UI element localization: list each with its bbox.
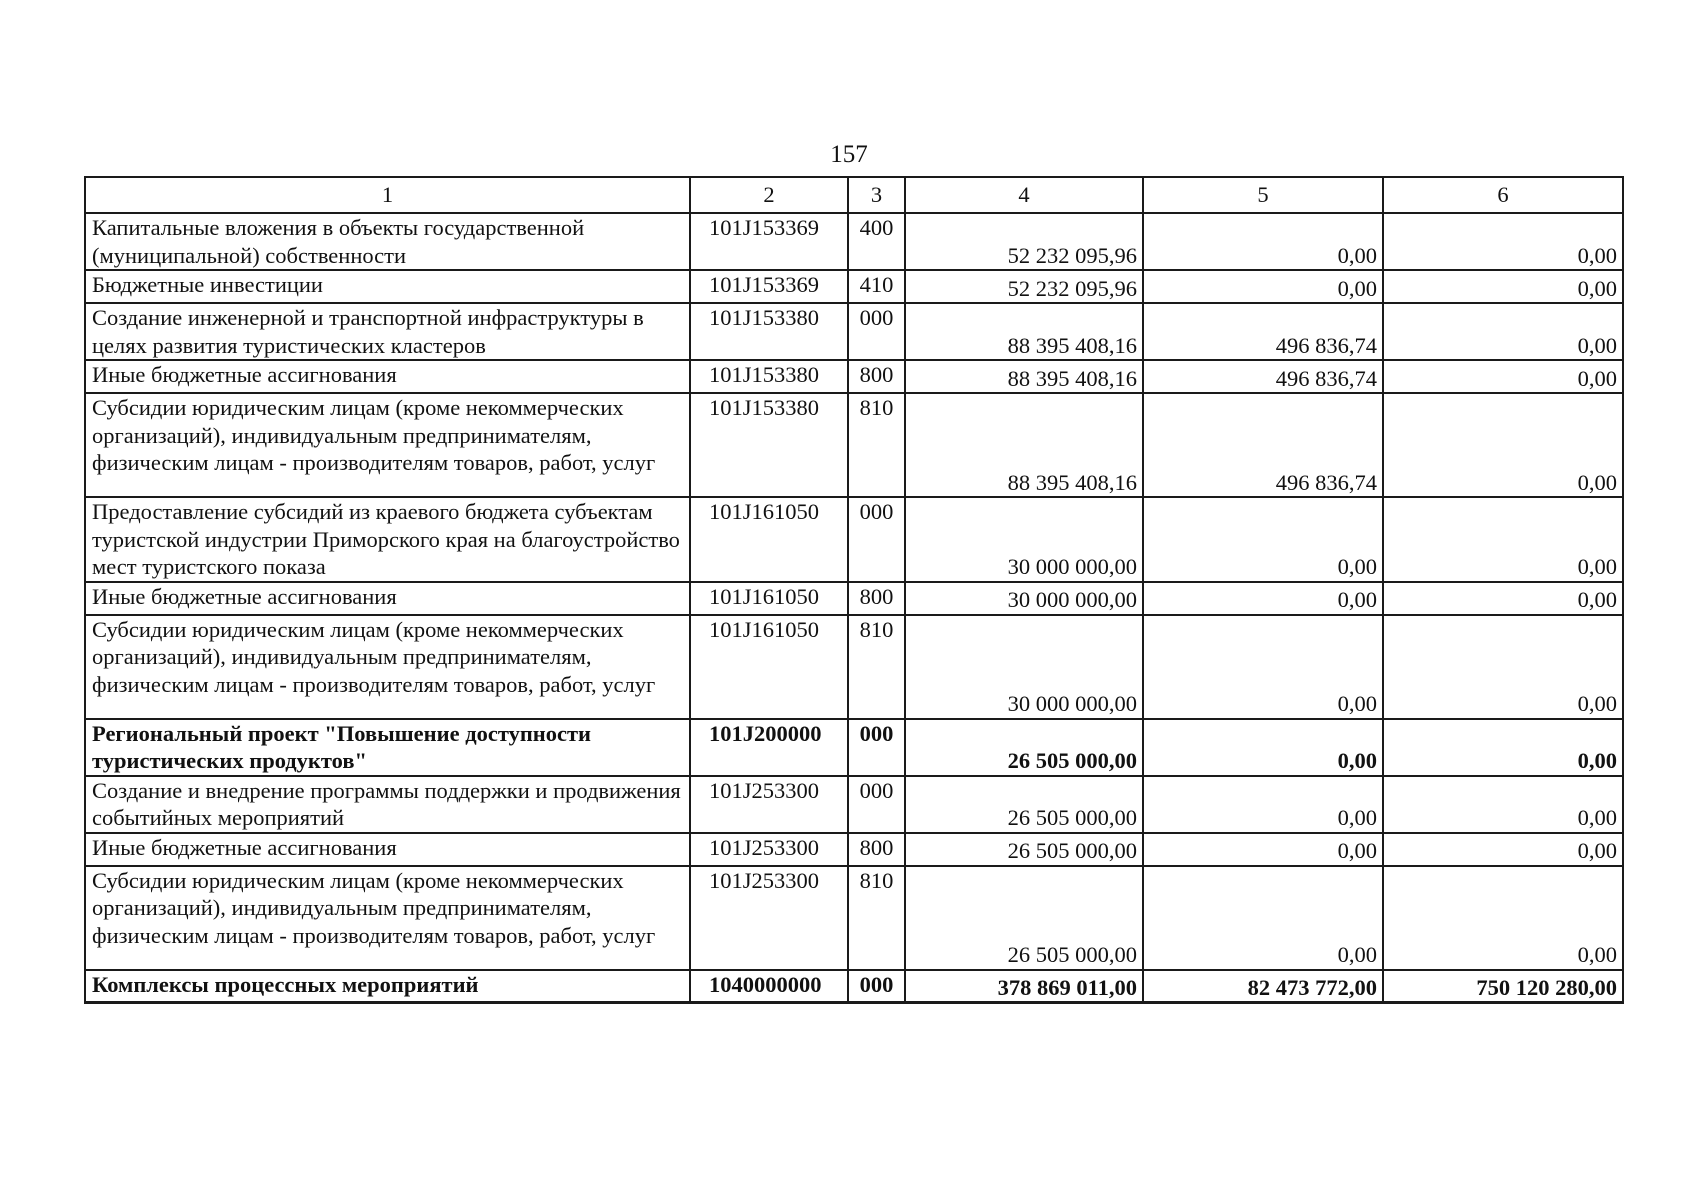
- budget-table: [84, 176, 1624, 1004]
- cell-value-col4: 88 395 408,16: [905, 360, 1143, 393]
- table-row: [85, 615, 1623, 719]
- cell-value-col5: 0,00: [1143, 270, 1383, 303]
- table-row: [85, 866, 1623, 970]
- cell-code: 101J200000: [690, 719, 848, 776]
- cell-value-col5: 496 836,74: [1143, 303, 1383, 360]
- cell-value-col6: 0,00: [1383, 213, 1623, 270]
- cell-name: Субсидии юридическим лицам (кроме некоммерческих организаций), индивидуальным предпринимателям, физическим лицам - производителям товаров, работ, услуг: [85, 393, 690, 497]
- cell-value-col6: 0,00: [1383, 582, 1623, 615]
- cell-name: Капитальные вложения в объекты государственной (муниципальной) собственности: [85, 213, 690, 270]
- cell-value-col4: 26 505 000,00: [905, 719, 1143, 776]
- cell-code: 101J153369: [690, 213, 848, 270]
- cell-value-col5: 0,00: [1143, 213, 1383, 270]
- cell-expense-type: 800: [848, 833, 905, 866]
- cell-code: 101J153369: [690, 270, 848, 303]
- column-header-4: 4: [905, 177, 1143, 213]
- cell-expense-type: 810: [848, 615, 905, 719]
- table-row: [85, 776, 1623, 833]
- cell-value-col6: 0,00: [1383, 393, 1623, 497]
- cell-name: Бюджетные инвестиции: [85, 270, 690, 303]
- cell-name: Иные бюджетные ассигнования: [85, 360, 690, 393]
- cell-value-col6: 0,00: [1383, 497, 1623, 582]
- cell-value-col4: 26 505 000,00: [905, 776, 1143, 833]
- cell-value-col5: 82 473 772,00: [1143, 970, 1383, 1003]
- column-header-3: 3: [848, 177, 905, 213]
- cell-code: 1040000000: [690, 970, 848, 1003]
- cell-value-col5: 0,00: [1143, 776, 1383, 833]
- table-header: [85, 177, 1623, 213]
- column-header-6: 6: [1383, 177, 1623, 213]
- table-row: [85, 719, 1623, 776]
- cell-value-col4: 26 505 000,00: [905, 866, 1143, 970]
- cell-expense-type: 000: [848, 970, 905, 1003]
- cell-value-col5: 0,00: [1143, 719, 1383, 776]
- cell-value-col5: 0,00: [1143, 833, 1383, 866]
- cell-value-col6: 0,00: [1383, 615, 1623, 719]
- cell-name: Предоставление субсидий из краевого бюджета субъектам туристской индустрии Приморского края на благоустройство мест туристского показа: [85, 497, 690, 582]
- table-row: [85, 360, 1623, 393]
- cell-value-col6: 0,00: [1383, 776, 1623, 833]
- cell-value-col5: 496 836,74: [1143, 393, 1383, 497]
- cell-value-col4: 52 232 095,96: [905, 213, 1143, 270]
- table-row: [85, 303, 1623, 360]
- cell-expense-type: 800: [848, 582, 905, 615]
- cell-name: Иные бюджетные ассигнования: [85, 833, 690, 866]
- cell-expense-type: 800: [848, 360, 905, 393]
- cell-value-col4: 88 395 408,16: [905, 393, 1143, 497]
- cell-value-col4: 30 000 000,00: [905, 497, 1143, 582]
- cell-expense-type: 000: [848, 303, 905, 360]
- cell-code: 101J253300: [690, 833, 848, 866]
- cell-code: 101J253300: [690, 776, 848, 833]
- table-row: [85, 582, 1623, 615]
- cell-name: Субсидии юридическим лицам (кроме некоммерческих организаций), индивидуальным предпринимателям, физическим лицам - производителям товаров, работ, услуг: [85, 615, 690, 719]
- cell-expense-type: 000: [848, 719, 905, 776]
- cell-name: Комплексы процессных мероприятий: [85, 970, 690, 1003]
- cell-value-col5: 496 836,74: [1143, 360, 1383, 393]
- cell-value-col4: 378 869 011,00: [905, 970, 1143, 1003]
- cell-code: 101J253300: [690, 866, 848, 970]
- table-row: [85, 270, 1623, 303]
- cell-value-col5: 0,00: [1143, 866, 1383, 970]
- cell-value-col6: 0,00: [1383, 270, 1623, 303]
- cell-expense-type: 410: [848, 270, 905, 303]
- column-header-1: 1: [85, 177, 690, 213]
- column-header-2: 2: [690, 177, 848, 213]
- cell-code: 101J161050: [690, 615, 848, 719]
- cell-value-col6: 0,00: [1383, 360, 1623, 393]
- cell-value-col5: 0,00: [1143, 497, 1383, 582]
- cell-expense-type: 000: [848, 776, 905, 833]
- cell-code: 101J153380: [690, 360, 848, 393]
- table-row: [85, 213, 1623, 270]
- cell-code: 101J161050: [690, 497, 848, 582]
- cell-value-col4: 26 505 000,00: [905, 833, 1143, 866]
- table-row: [85, 497, 1623, 582]
- cell-name: Иные бюджетные ассигнования: [85, 582, 690, 615]
- cell-expense-type: 810: [848, 393, 905, 497]
- cell-value-col6: 0,00: [1383, 719, 1623, 776]
- table-row: [85, 970, 1623, 1003]
- page-number: 157: [830, 141, 868, 168]
- cell-value-col6: 0,00: [1383, 303, 1623, 360]
- table-row: [85, 833, 1623, 866]
- cell-name: Создание инженерной и транспортной инфраструктуры в целях развития туристических кластеров: [85, 303, 690, 360]
- cell-value-col4: 52 232 095,96: [905, 270, 1143, 303]
- cell-value-col6: 0,00: [1383, 866, 1623, 970]
- cell-value-col4: 30 000 000,00: [905, 582, 1143, 615]
- cell-code: 101J153380: [690, 303, 848, 360]
- cell-value-col4: 30 000 000,00: [905, 615, 1143, 719]
- cell-expense-type: 810: [848, 866, 905, 970]
- table-row: [85, 393, 1623, 497]
- cell-code: 101J153380: [690, 393, 848, 497]
- header-row: [85, 177, 1623, 213]
- cell-value-col4: 88 395 408,16: [905, 303, 1143, 360]
- cell-expense-type: 000: [848, 497, 905, 582]
- table-body: [85, 213, 1623, 1003]
- cell-code: 101J161050: [690, 582, 848, 615]
- cell-name: Субсидии юридическим лицам (кроме некоммерческих организаций), индивидуальным предпринимателям, физическим лицам - производителям товаров, работ, услуг: [85, 866, 690, 970]
- cell-value-col5: 0,00: [1143, 582, 1383, 615]
- cell-expense-type: 400: [848, 213, 905, 270]
- column-header-5: 5: [1143, 177, 1383, 213]
- cell-value-col6: 750 120 280,00: [1383, 970, 1623, 1003]
- cell-name: Создание и внедрение программы поддержки и продвижения событийных мероприятий: [85, 776, 690, 833]
- cell-value-col5: 0,00: [1143, 615, 1383, 719]
- cell-name: Региональный проект "Повышение доступности туристических продуктов": [85, 719, 690, 776]
- cell-value-col6: 0,00: [1383, 833, 1623, 866]
